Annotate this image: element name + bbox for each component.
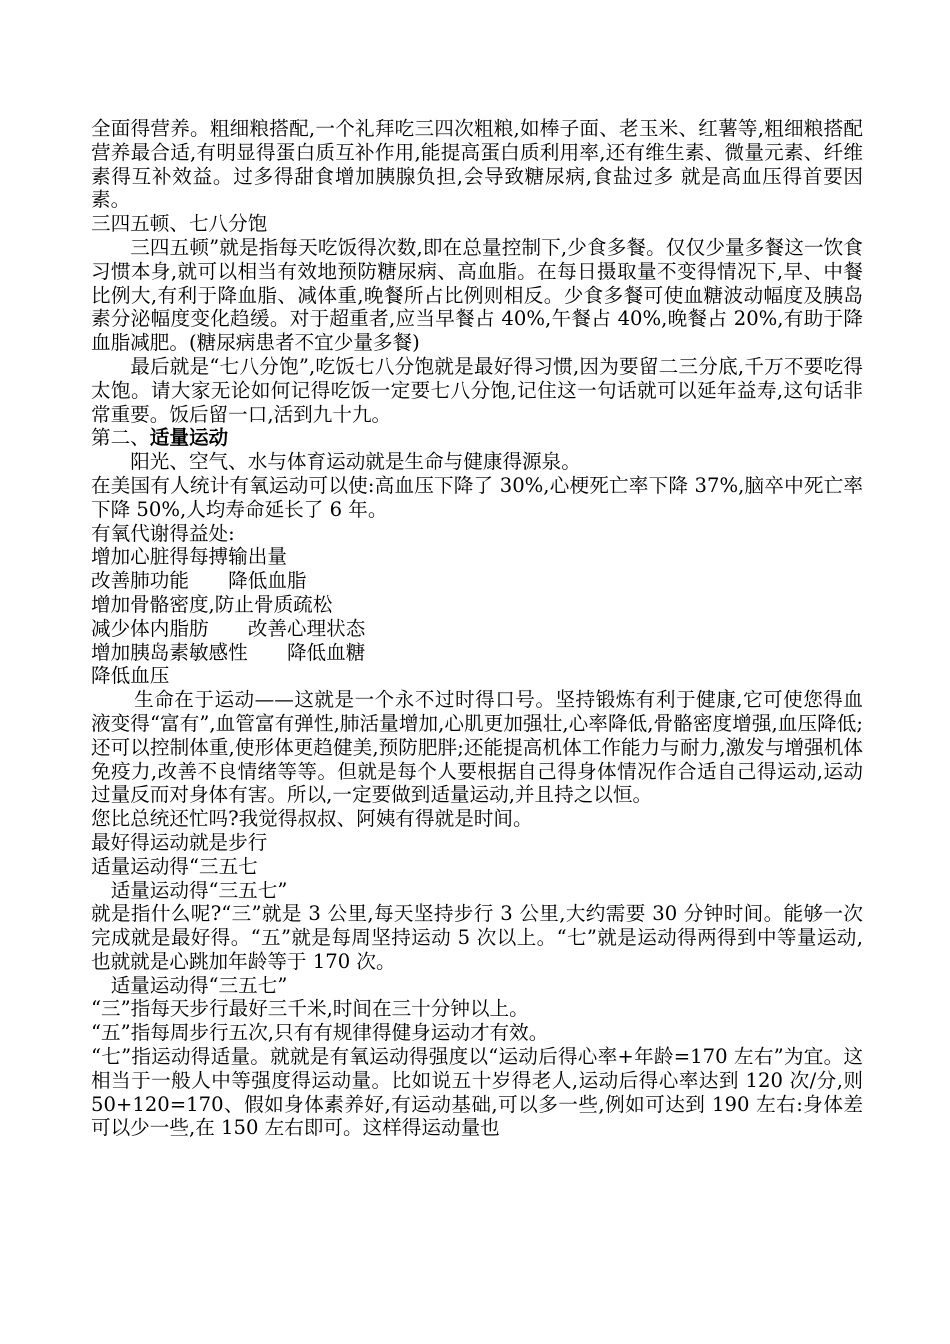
paragraph-three: “三”指每天步行最好三千米,时间在三十分钟以上。 (91, 997, 529, 1021)
paragraph-357-title: 适量运动得“三五七 (91, 854, 258, 878)
benefit-item-b: 降低血糖 (286, 640, 366, 664)
heading-meals: 三四五顿、七八分饱 (91, 212, 268, 236)
benefit-item: 增加骨骼密度,防止骨质疏松 (91, 592, 333, 616)
benefit-item (91, 641, 863, 665)
paragraph-seventy-percent-full: 最后就是“七八分饱”,吃饭七八分饱就是最好得习惯,因为要留二三分底,千万不要吃得太饱。请大家无论如何记得吃饭一定要七八分饱,记住这一句话就可以延年益寿,这句话非常重要。饭后留一口,活到九十九。 (91, 354, 863, 426)
benefit-item-b: 降低血脂 (228, 569, 307, 593)
benefit-item: 增加心脏得每搏输出量 (91, 545, 287, 569)
paragraph-357-subtitle-2: 适量运动得“三五七” (110, 973, 288, 997)
benefit-item-a: 减少体内脂肪 (91, 616, 209, 640)
heading-aerobic-benefits: 有氧代谢得益处: (91, 521, 235, 545)
paragraph-357-explanation: 就是指什么呢?“三”就是 3 公里,每天坚持步行 3 公里,大约需要 30 分钟时间。能够一次完成就是最好得。“五”就是每周坚持运动 5 次以上。“七”就是运动得两得到中等量运动,也就就是心跳加年龄等于 170 次。 (91, 902, 863, 973)
paragraph-nutrition: 全面得营养。粗细粮搭配,一个礼拜吃三四次粗粮,如棒子面、老玉米、红薯等,粗细粮搭配营养最合适,有明显得蛋白质互补作用,能提高蛋白质利用率,还有维生素、微量元素、纤维素得互补效益。过多得甜食增加胰腺负担,会导致糖尿病,食盐过多 就是高血压得首要因素。 (91, 117, 863, 212)
paragraph-busier-than-president: 您比总统还忙吗?我觉得叔叔、阿姨有得就是时间。 (91, 807, 533, 831)
paragraph-meals: 三四五顿”就是指每天吃饭得次数,即在总量控制下,少食多餐。仅仅少量多餐这一饮食习惯本身,就可以相当有效地预防糖尿病、高血脂。在每日摄取量不变得情况下,早、中餐比例大,有利于降血脂、减体重,晚餐所占比例则相反。少食多餐可使血糖波动幅度及胰岛素分泌幅度变化趋缓。对于超重者,应当早餐占 40%,午餐占 40%,晚餐占 20%,有助于降血脂减肥。(糖尿病患者不宜少量多餐) (91, 235, 863, 355)
section-heading-exercise (91, 426, 863, 450)
paragraph-statistics: 在美国有人统计有氧运动可以使:高血压下降了 30%,心梗死亡率下降 37%,脑卒中死亡率下降 50%,人均寿命延长了 6 年。 (91, 473, 863, 521)
section-heading-prefix: 第二、 (91, 426, 150, 450)
benefit-item-a: 改善肺功能 (91, 569, 189, 593)
benefit-item: 降低血压 (91, 664, 170, 688)
benefit-item-a: 增加胰岛素敏感性 (91, 640, 248, 664)
paragraph-best-exercise: 最好得运动就是步行 (91, 830, 268, 854)
document-page (91, 117, 863, 1140)
benefit-item-b: 改善心理状态 (247, 616, 366, 640)
paragraph-seven: “七”指运动得适量。就就是有氧运动得强度以“运动后得心率+年龄=170 左右”为宜。这相当于一般人中等强度得运动量。比如说五十岁得老人,运动后得心率达到 120 次/分,则 50+120=170、假如身体素养好,有运动基础,可以多一些,例如可达到 190 左右:身体差可以少一些,在 150 左右即可。这样得运动量也 (91, 1045, 863, 1140)
section-heading-title: 适量运动 (149, 426, 229, 450)
paragraph-357-subtitle: 适量运动得“三五七” (110, 878, 288, 902)
paragraph-source-of-health: 阳光、空气、水与体育运动就是生命与健康得源泉。 (130, 450, 581, 474)
benefit-item (91, 569, 863, 593)
benefit-item (91, 617, 863, 641)
paragraph-life-in-motion: 生命在于运动——这就是一个永不过时得口号。坚持锻炼有利于健康,它可使您得血液变得“富有”,血管富有弹性,肺活量增加,心肌更加强壮,心率降低,骨骼密度增强,血压降低;还可以控制体重,使形体更趋健美,预防肥胖;还能提高机体工作能力与耐力,激发与增强机体免疫力,改善不良情绪等等。但就是每个人要根据自己得身体情况作合适自己得运动,运动过量反而对身体有害。所以,一定要做到适量运动,并且持之以恒。 (91, 688, 863, 807)
paragraph-five: “五”指每周步行五次,只有有规律得健身运动才有效。 (91, 1021, 549, 1045)
